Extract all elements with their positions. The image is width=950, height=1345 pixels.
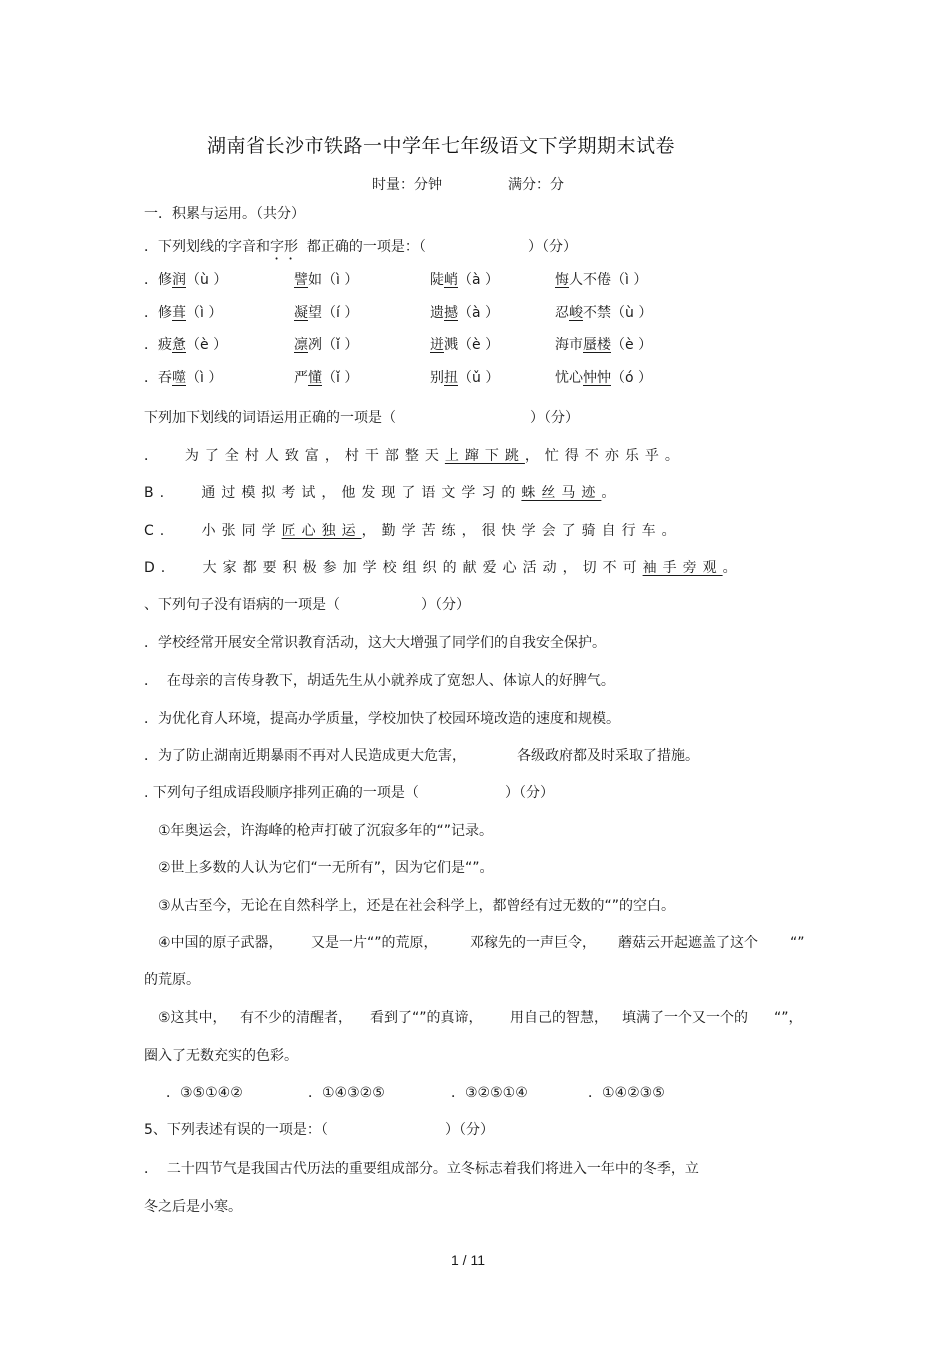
question-2-option: B. 通过模拟考试，他发现了语文学习的蛛丝马迹。 xyxy=(144,485,622,501)
question-2-option: D. 大家都要积极参加学校组织的献爱心活动，切不可袖手旁观。 xyxy=(144,560,743,576)
question-1-option: 遗撼（à ） xyxy=(430,305,500,321)
question-1-option: ．修润（ù ） xyxy=(144,272,228,288)
question-2-option: ． 为了全村人致富，村干部整天上蹿下跳，忙得不亦乐乎。 xyxy=(144,448,685,464)
question-5-option-a-cont: 冬之后是小寒。 xyxy=(144,1199,242,1215)
sentence-4-part-f: 的荒原。 xyxy=(144,972,200,988)
question-1-option: 海市蜃楼（è ） xyxy=(555,337,653,353)
exam-time: 时量：分钟 xyxy=(372,177,442,193)
sentence-5-part-b: 有不少的清醒者， xyxy=(240,1010,352,1026)
question-4-stem-end: ）（分） xyxy=(505,785,554,801)
question-1-stem-end: ）（分） xyxy=(528,239,577,255)
sentence-4-part-e: “” xyxy=(790,935,805,951)
sentence-5-part-g: 圈入了无数充实的色彩。 xyxy=(144,1048,298,1064)
question-3-stem-end: ）（分） xyxy=(421,597,470,613)
sentence-1: ①年奥运会，许海峰的枪声打破了沉寂多年的“”记录。 xyxy=(158,823,494,839)
sentence-4-part-d: 蘑菇云开起遮盖了这个 xyxy=(618,935,758,951)
sentence-5-part-f: “”， xyxy=(774,1010,803,1026)
question-3-option-d-cont: 各级政府都及时采取了措施。 xyxy=(517,748,699,764)
question-1-option: ．疲惫（è ） xyxy=(144,337,228,353)
question-4-choice-a: ．③⑤①④② xyxy=(166,1085,243,1101)
sentence-4-part-c: 邓稼先的一声巨令， xyxy=(470,935,596,951)
question-5-option-a: ． 二十四节气是我国古代历法的重要组成部分。立冬标志着我们将进入一年中的冬季，立 xyxy=(144,1161,699,1177)
sentence-5-part-a: ⑤这其中， xyxy=(158,1010,227,1026)
question-1-option: 凛冽（ǐ ） xyxy=(294,337,359,353)
sentence-5-part-c: 看到了“”的真谛， xyxy=(370,1010,483,1026)
question-3-option-b: ． 在母亲的言传身教下，胡适先生从小就养成了宽恕人、体谅人的好脾气。 xyxy=(144,673,615,689)
sentence-4-part-a: ④中国的原子武器， xyxy=(158,935,283,951)
question-1-option: 忧心忡忡（ó ） xyxy=(555,370,653,386)
question-5-stem: 5、下列表述有误的一项是：（ xyxy=(144,1122,328,1138)
question-1-option: 悔人不倦（ì ） xyxy=(555,272,648,288)
question-1-option: 严懂（ǐ ） xyxy=(294,370,359,386)
question-1-option: 陡峭（à ） xyxy=(430,272,500,288)
page-number: 1 / 11 xyxy=(451,1252,485,1268)
sentence-5-part-d: 用自己的智慧， xyxy=(510,1010,608,1026)
question-5-stem-end: ）（分） xyxy=(445,1122,494,1138)
sentence-5-part-e: 填满了一个又一个的 xyxy=(622,1010,748,1026)
sentence-4-part-b: 又是一片“”的荒原， xyxy=(311,935,438,951)
question-2-option: C. 小张同学匠心独运，勤学苦练，很快学会了骑自行车。 xyxy=(144,523,682,539)
exam-score: 满分：分 xyxy=(508,177,564,193)
section-heading: 一．积累与运用。（共分） xyxy=(144,206,305,222)
question-1-stem: ．下列划线的字音和字形 都正确的一项是：（ xyxy=(144,239,426,255)
question-1-option: 譬如（ì ） xyxy=(294,272,359,288)
document-title: 湖南省长沙市铁路一中学年七年级语文下学期期末试卷 xyxy=(207,135,676,157)
question-1-option: ．吞噬（ì ） xyxy=(144,370,223,386)
question-3-option-c: ．为优化育人环境，提高办学质量，学校加快了校园环境改造的速度和规模。 xyxy=(144,711,620,727)
sentence-3: ③从古至今，无论在自然科学上，还是在社会科学上，都曾经有过无数的“”的空白。 xyxy=(158,898,676,914)
question-3-stem: 、下列句子没有语病的一项是（ xyxy=(144,597,340,613)
question-2-stem-end: ）（分） xyxy=(530,410,579,426)
question-4-choice-d: ．①④②③⑤ xyxy=(588,1085,665,1101)
question-2-stem: 下列加下划线的词语运用正确的一项是（ xyxy=(144,410,396,426)
question-3-option-d: ．为了防止湖南近期暴雨不再对人民造成更大危害， xyxy=(144,748,466,764)
question-1-option: 忍峻不禁（ù ） xyxy=(555,305,653,321)
question-4-choice-b: ．①④③②⑤ xyxy=(308,1085,385,1101)
question-4-stem: . 下列句子组成语段顺序排列正确的一项是（ xyxy=(144,785,419,801)
question-3-option-a: ．学校经常开展安全常识教育活动，这大大增强了同学们的自我安全保护。 xyxy=(144,635,606,651)
sentence-2: ②世上多数的人认为它们“一无所有”，因为它们是“”。 xyxy=(158,860,494,876)
question-1-option: 别扭（ǔ ） xyxy=(430,370,500,386)
question-1-option: 迸溅（è ） xyxy=(430,337,500,353)
question-1-option: 凝望（í ） xyxy=(294,305,359,321)
question-1-option: ．修葺（ì ） xyxy=(144,305,223,321)
question-4-choice-c: ．③②⑤①④ xyxy=(451,1085,528,1101)
